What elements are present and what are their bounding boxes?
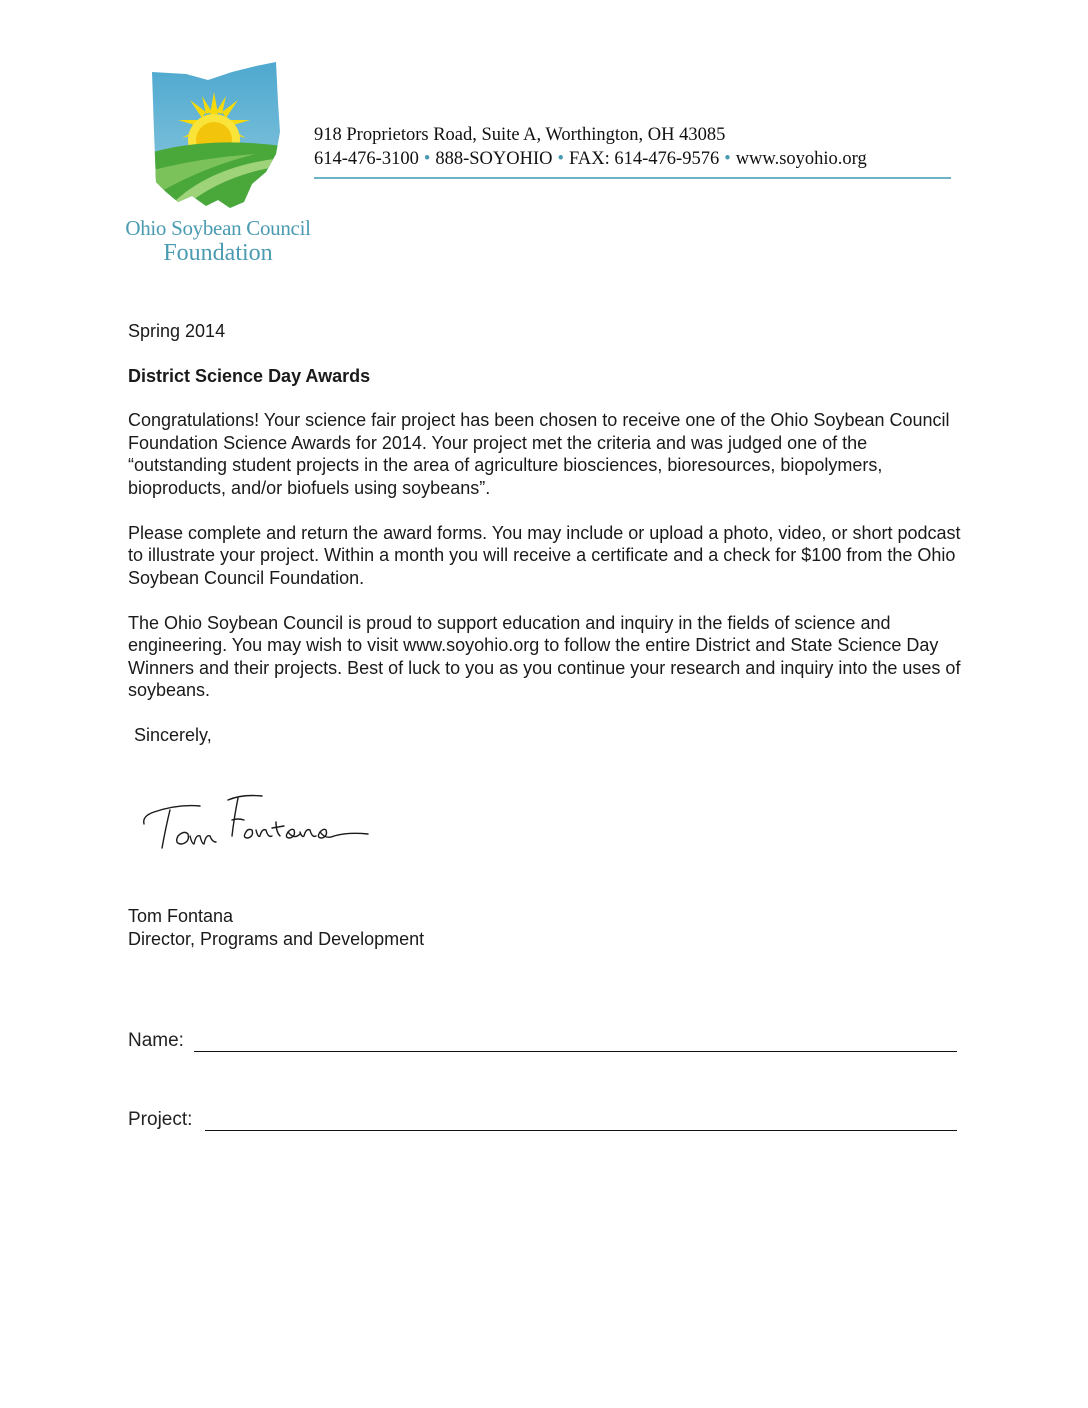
signer-block	[128, 905, 424, 950]
letter-body	[128, 320, 968, 747]
phone-number: 614-476-3100	[314, 149, 419, 169]
letterhead-divider	[314, 177, 951, 179]
body-paragraph: Please complete and return the award forms. You may include or upload a photo, video, or short podcast to illustrate your project. Within a month you will receive a certificate and a check for $100 from the Ohio Soybean Council Foundation.	[128, 522, 961, 588]
logo-org-name: Ohio Soybean Council	[125, 216, 311, 240]
body-paragraph: The Ohio Soybean Council is proud to support education and inquiry in the fields of science and engineering. You may wish to visit www.soyohio.org to follow the entire District and State Science Day Winners and their projects. Best of luck to you as you continue your research and inquiry into the uses of soybeans.	[128, 612, 961, 700]
letter-subject: District Science Day Awards	[128, 365, 371, 386]
website-link[interactable]: www.soyohio.org	[735, 149, 867, 169]
separator-dot: •	[557, 149, 564, 169]
signer-name: Tom Fontana	[128, 906, 234, 926]
project-label: Project:	[128, 1109, 193, 1130]
name-field-row	[128, 1030, 958, 1056]
letterhead-address-block	[314, 123, 954, 171]
name-input-line[interactable]	[194, 1051, 957, 1052]
name-label: Name:	[128, 1030, 184, 1051]
separator-dot: •	[724, 149, 731, 169]
body-paragraph: Congratulations! Your science fair project has been chosen to receive one of the Ohio Soybean Council Foundation Science Awards for 2014. Your project met the criteria and was judged one of the “outstanding student projects in the area of agriculture biosciences, bioresources, biopolymers, bioproducts, and/or biofuels using soybeans”.	[128, 410, 950, 498]
contact-line	[314, 147, 954, 171]
project-field-row	[128, 1109, 958, 1135]
separator-dot: •	[423, 149, 431, 169]
ohio-sun-field-icon	[146, 62, 282, 210]
letter-date: Spring 2014	[128, 321, 226, 341]
signer-title: Director, Programs and Development	[128, 928, 425, 949]
handwritten-signature	[138, 786, 378, 858]
letter-closing: Sincerely,	[134, 725, 212, 745]
project-input-line[interactable]	[205, 1130, 957, 1131]
fax-number: FAX: 614-476-9576	[568, 149, 720, 169]
street-address: 918 Proprietors Road, Suite A, Worthington, OH 43085	[314, 125, 726, 145]
organization-logo	[118, 62, 318, 272]
logo-org-subtitle: Foundation	[163, 240, 273, 266]
tollfree-number: 888-SOYOHIO	[435, 149, 553, 169]
